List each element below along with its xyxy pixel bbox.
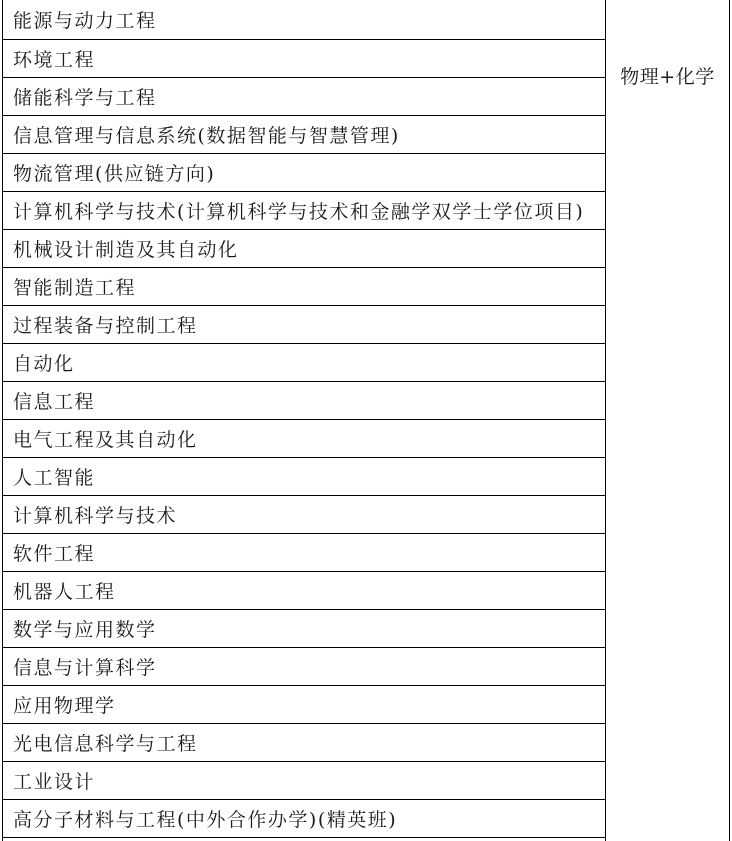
major-row: 环境工程	[3, 40, 605, 78]
major-row: 软件工程	[3, 534, 605, 572]
major-row: 高分子材料与工程(中外合作办学)(精英班)	[3, 800, 605, 838]
subject-requirement-cell: 物理+化学	[620, 66, 715, 88]
major-row: 信息工程	[3, 382, 605, 420]
major-row: 信息管理与信息系统(数据智能与智慧管理)	[3, 116, 605, 154]
major-row: 应用物理学	[3, 686, 605, 724]
major-row: 信息与计算科学	[3, 648, 605, 686]
major-row: 电气工程及其自动化	[3, 420, 605, 458]
major-row: 智能制造工程	[3, 268, 605, 306]
major-row: 人工智能	[3, 458, 605, 496]
major-column	[2, 0, 606, 841]
major-row: 自动化	[3, 344, 605, 382]
major-row: 物流管理(供应链方向)	[3, 154, 605, 192]
major-row: 能源与动力工程	[3, 0, 605, 40]
major-row: 机械设计制造及其自动化	[3, 230, 605, 268]
major-row: 储能科学与工程	[3, 78, 605, 116]
major-row: 过程装备与控制工程	[3, 306, 605, 344]
major-row: 机器人工程	[3, 572, 605, 610]
major-row: 光电信息科学与工程	[3, 724, 605, 762]
subject-column	[606, 0, 730, 841]
major-row: 计算机科学与技术	[3, 496, 605, 534]
major-row: 计算机科学与技术(计算机科学与技术和金融学双学士学位项目)	[3, 192, 605, 230]
major-row: 数学与应用数学	[3, 610, 605, 648]
major-row: 工业设计	[3, 762, 605, 800]
